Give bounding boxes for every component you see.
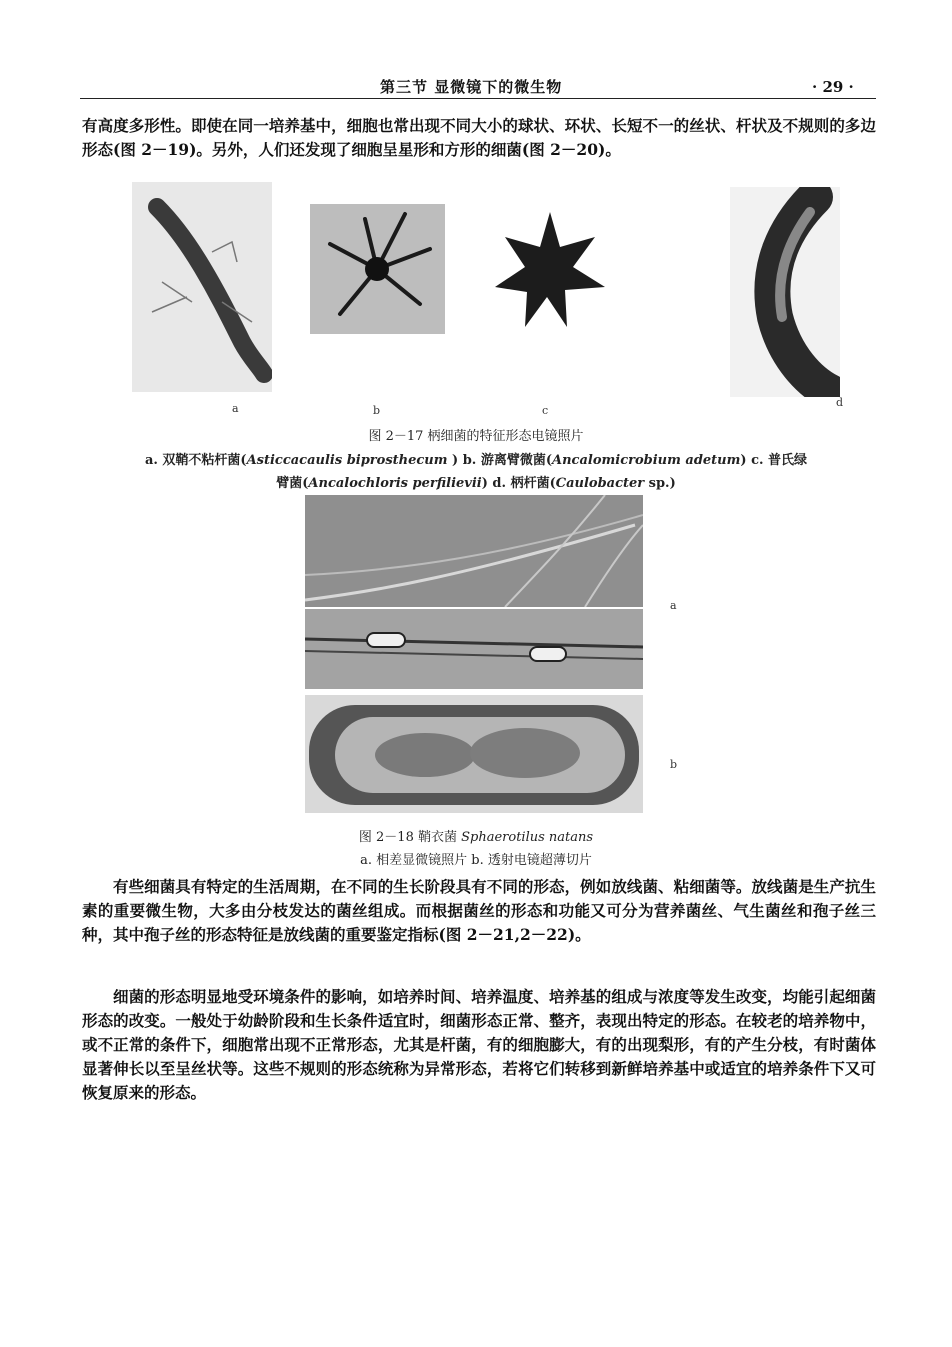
- paragraph-life-cycle: 有些细菌具有特定的生活周期，在不同的生长阶段具有不同的形态，例如放线菌、粘细菌等。放线菌是生产抗生素的重要微生物，大多由分枝发达的菌丝组成。而根据菌丝的形态和功能又可分为营养菌丝、气生菌丝和孢子丝三种，其中孢子丝的形态特征是放线菌的重要鉴定指标(图 2－21,2－22)。: [82, 877, 876, 944]
- figure-2-17: [120, 182, 844, 422]
- panel-label-b: b: [670, 758, 678, 771]
- micrograph-panel-a: [132, 182, 272, 392]
- figure-2-18: [305, 495, 685, 815]
- figure-2-17-title: 图 2－17 柄细菌的特征形态电镜照片: [368, 429, 584, 444]
- figure-2-18-legend: a. 相差显微镜照片 b. 透射电镜超薄切片: [360, 853, 592, 868]
- paragraph-environment: 细菌的形态明显地受环境条件的影响，如培养时间、培养温度、培养基的组成与浓度等发生改变，均能引起细菌形态的改变。一般处于幼龄阶段和生长条件适宜时，细菌形态正常、整齐，表现出特定的形态。在较老的培养物中，或不正常的条件下，细胞常出现不正常形态，尤其是杆菌，有的细胞膨大，有的出现梨形，有的产生分枝，有时菌体显著伸长以至呈丝状等。这些不规则的形态统称为异常形态，若将它们转移到新鲜培养基中或适宜的培养条件下又可恢复原来的形态。: [82, 987, 876, 1102]
- micrograph-panel-a-bottom: [305, 609, 643, 689]
- page-number: · 29 ·: [812, 78, 854, 96]
- panel-label-b: b: [373, 404, 381, 417]
- panel-label-a: a: [232, 402, 239, 415]
- header-rule: [80, 98, 876, 99]
- micrograph-panel-b: [305, 695, 643, 813]
- panel-label-a: a: [670, 599, 677, 612]
- figure-2-18-title: 图 2－18 鞘衣菌 Sphaerotilus natans: [358, 830, 594, 845]
- figure-2-17-legend-line2: 臂菌(Ancalochloris perfilievii) d. 柄杆菌(Caulobacter sp.): [276, 476, 676, 491]
- figure-2-17-legend-line1: a. 双鞘不粘杆菌(Asticcacaulis biprosthecum ) b. 游离臂微菌(Ancalomicrobium adetum) c. 普氏绿: [144, 453, 808, 468]
- micrograph-panel-a-top: [305, 495, 643, 607]
- paragraph-continuation: 有高度多形性。即使在同一培养基中，细胞也常出现不同大小的球状、环状、长短不一的丝状、杆状及不规则的多边形态(图 2－19)。另外，人们还发现了细胞呈星形和方形的细菌(图 2－20)。: [82, 116, 876, 159]
- panel-label-c: c: [542, 404, 549, 417]
- running-header-title: 第三节 显微镜下的微生物: [380, 78, 563, 96]
- micrograph-panel-b: [310, 204, 445, 334]
- micrograph-panel-c: [485, 202, 615, 342]
- panel-label-d: d: [836, 396, 844, 409]
- micrograph-panel-d: [730, 187, 840, 397]
